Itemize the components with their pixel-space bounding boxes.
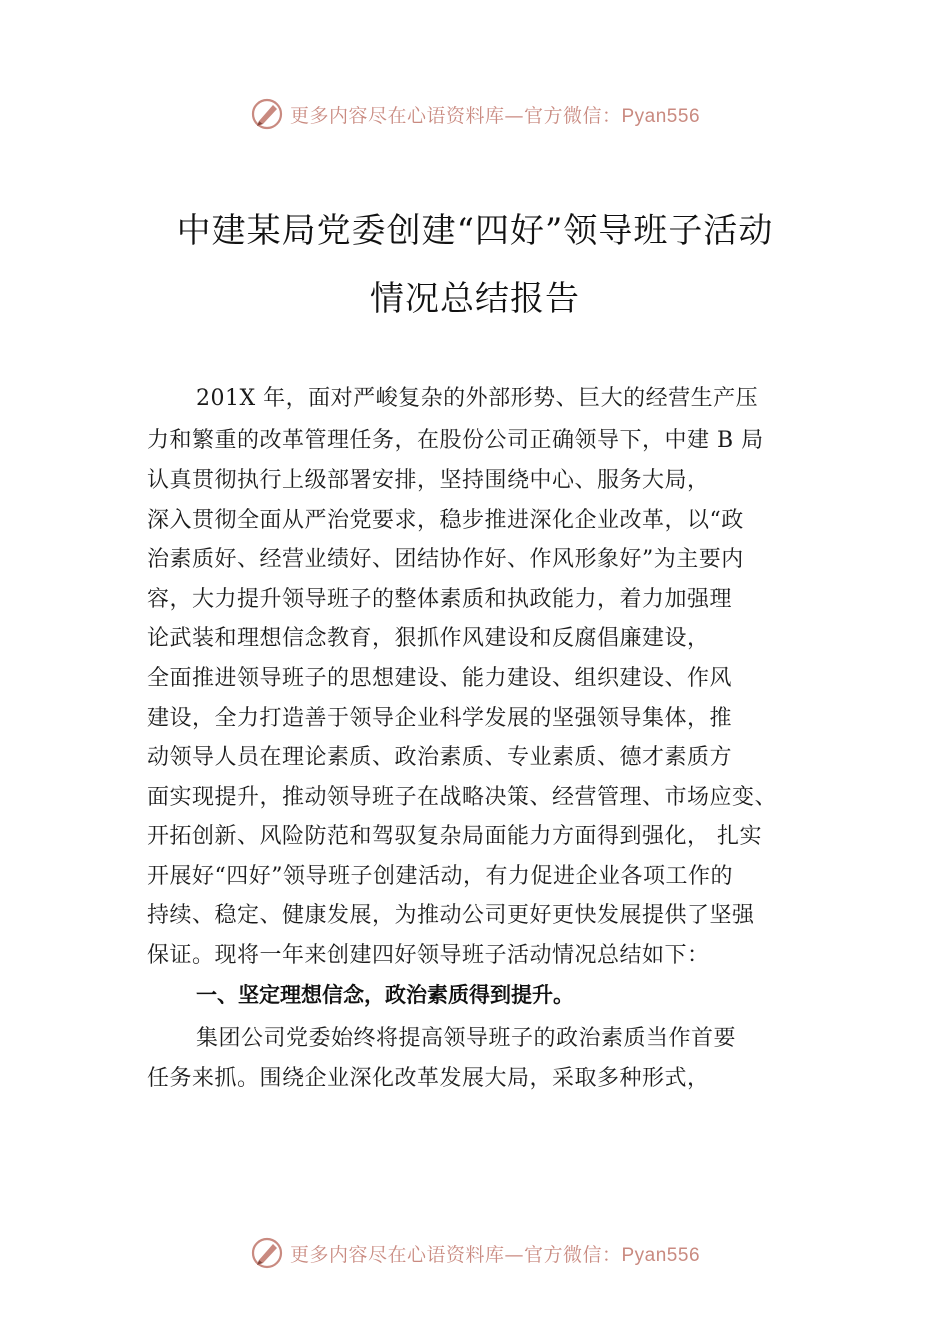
section-heading: 一、坚定理想信念，政治素质得到提升。 xyxy=(196,983,574,1007)
document-title-line2: 情况总结报告 xyxy=(370,279,580,319)
body-line: 开拓创新、风险防范和驾驭复杂局面能力方面得到强化， 扎实 xyxy=(147,824,762,849)
watermark-banner-bottom xyxy=(0,1233,950,1273)
body-line: 动领导人员在理论素质、政治素质、专业素质、德才素质方 xyxy=(147,745,733,770)
watermark-text: 更多内容尽在心语资料库—官方微信：Pyan556 xyxy=(289,1243,701,1266)
body-line: 持续、稳定、健康发展，为推动公司更好更快发展提供了坚强 xyxy=(147,903,755,928)
document-title-line1: 中建某局党委创建“四好”领导班子活动 xyxy=(176,211,774,251)
body-line: 201X 年，面对严峻复杂的外部形势、巨大的经营生产压 xyxy=(196,386,759,411)
body-line: 任务来抓。围绕企业深化改革发展大局，采取多种形式， xyxy=(147,1066,710,1091)
body-line: 认真贯彻执行上级部署安排，坚持围绕中心、服务大局， xyxy=(147,468,710,493)
body-line: 力和繁重的改革管理任务，在股份公司正确领导下，中建 B 局 xyxy=(147,428,764,453)
body-line: 面实现提升，推动领导班子在战略决策、经营管理、市场应变、 xyxy=(147,785,778,810)
body-line: 集团公司党委始终将提高领导班子的政治素质当作首要 xyxy=(196,1026,737,1051)
body-line: 建设，全力打造善于领导企业科学发展的坚强领导集体，推 xyxy=(147,706,733,731)
pen-logo-icon xyxy=(250,1236,284,1270)
watermark-banner-top xyxy=(0,94,950,134)
body-line: 开展好“四好”领导班子创建活动，有力促进企业各项工作的 xyxy=(147,864,733,889)
pen-logo-icon xyxy=(250,97,284,131)
body-line: 保证。现将一年来创建四好领导班子活动情况总结如下： xyxy=(147,943,710,968)
watermark-text: 更多内容尽在心语资料库—官方微信：Pyan556 xyxy=(289,104,701,127)
body-line: 治素质好、经营业绩好、团结协作好、作风形象好”为主要内 xyxy=(147,547,744,572)
body-line: 容，大力提升领导班子的整体素质和执政能力，着力加强理 xyxy=(147,587,733,612)
body-line: 深入贯彻全面从严治党要求，稳步推进深化企业改革，以“政 xyxy=(147,508,744,533)
body-line: 全面推进领导班子的思想建设、能力建设、组织建设、作风 xyxy=(147,666,733,691)
body-line: 论武装和理想信念教育，狠抓作风建设和反腐倡廉建设， xyxy=(147,626,710,651)
